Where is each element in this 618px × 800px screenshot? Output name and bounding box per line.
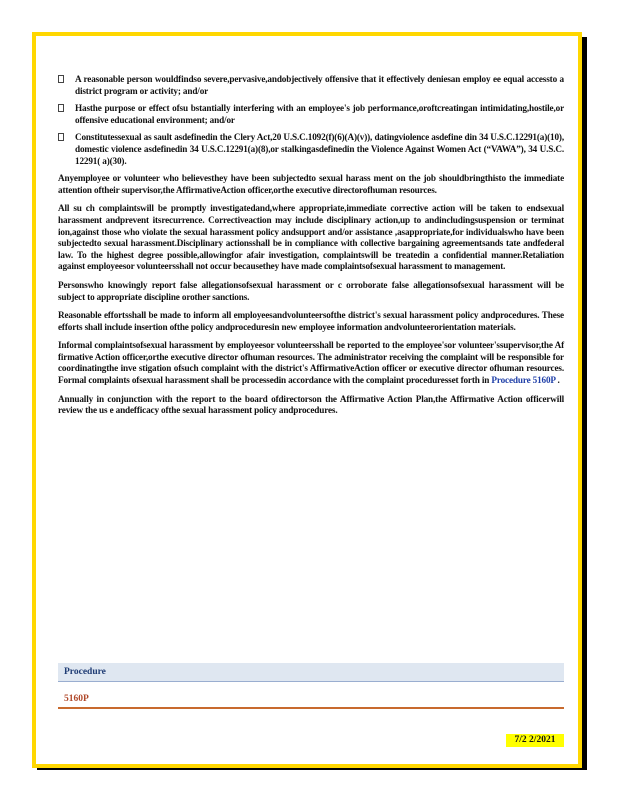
procedure-item[interactable]: 5160P (58, 692, 564, 709)
date-badge: 7/2 2/2021 (506, 734, 564, 747)
document-body (58, 74, 564, 424)
paragraph-investigation: All su ch complaintswill be promptly investigatedand,where appropriate,immediate corrective action will be taken to endsexual harassment andprevent itsrecurrence. Correctiveaction may include disciplinary action,up to andincludingsuspension or terminat ion,against those who violate the sexual harassment policy andsupport and/or assistance ,asappropriate,for individualswho have been subjectedto sexual harassment.Disciplinary actionsshall be in compliance with collective bargaining agreementsands tate andfederal law. To the highest degree possible,allowingfor afair investigation, complaintswill be treatedin a confidential manner.Retaliation against employeesor volunteersshall not occur becausethey have made complaintsofsexual harassment to management. (58, 203, 564, 272)
list-item (58, 74, 564, 97)
document-page (32, 32, 582, 768)
paragraph-text: Informal complaintsofsexual harassment by employeesor volunteersshall be reported to the employee'sor volunteer'ssupervisor,the Af firmative Action officer,orthe executive director ofhuman resources. The administrator receiving the complaint will be responsible for coordinatingthe inve stigation ofsuch complaint with the district's AffirmativeAction officer or executive director ofhuman resources. Formal complaints ofsexual harassment shall be processedin accordance with the complaint proceduresset forth in (58, 340, 564, 386)
procedure-header: Procedure (58, 663, 564, 682)
list-item-text: Hasthe purpose or effect ofsu bstantially interfering with an employee's job performance,oroftcreatingan intimidating,hostile,or offensive educational environment; and/or (75, 103, 564, 125)
square-bullet-icon (58, 104, 64, 112)
paragraph-reporting: Anyemployee or volunteer who believesthey have been subjectedto sexual harass ment on the job shouldbringthisto the immediate attention oftheir supervisor,the AffirmativeAction officer,orthe executive directorofhuman resources. (58, 173, 564, 195)
square-bullet-icon (58, 75, 64, 83)
paragraph-informal-complaints (58, 340, 564, 386)
paragraph-false-allegations: Personswho knowingly report false allegationsofsexual harassment or c orroborate false allegationsofsexual harassment will be subject to appropriate discipline orother sanctions. (58, 279, 564, 302)
paragraph-annual-review: Annually in conjunction with the report to the board ofdirectorson the Affirmative Action Plan,the Affirmative Action officerwill review the us e andefficacy ofthe sexual harassment policy andprocedures. (58, 393, 564, 416)
list-item-text: A reasonable person wouldfindso severe,pervasive,andobjectively offensive that it effectively deniesan employ ee equal accessto a district program or activity; and/or (75, 74, 564, 96)
paragraph-inform: Reasonable effortsshall be made to inform all employeesandvolunteersofthe district's sexual harassment policy andprocedures. These efforts shall include insertion ofthe policy andproceduresin new employee information andvolunteerorientation materials. (58, 310, 564, 332)
criteria-list (58, 74, 564, 167)
list-item-text: Constitutessexual as sault asdefinedin the Clery Act,20 U.S.C.1092(f)(6)(A)(v)), datingviolence asdefine din 34 U.S.C.12291(a)(10), domestic violence asdefinedin 34 U.S.C.12291(a)(8),or stalkingasdefinedin the Violence Against Women Act (“VAWA”), 34 U.S.C. 12291( a)(30). (75, 132, 564, 166)
list-item (58, 103, 564, 126)
list-item (58, 132, 564, 167)
paragraph-end: . (555, 375, 560, 386)
square-bullet-icon (58, 133, 64, 141)
procedure-link[interactable]: Procedure 5160P (491, 375, 556, 386)
